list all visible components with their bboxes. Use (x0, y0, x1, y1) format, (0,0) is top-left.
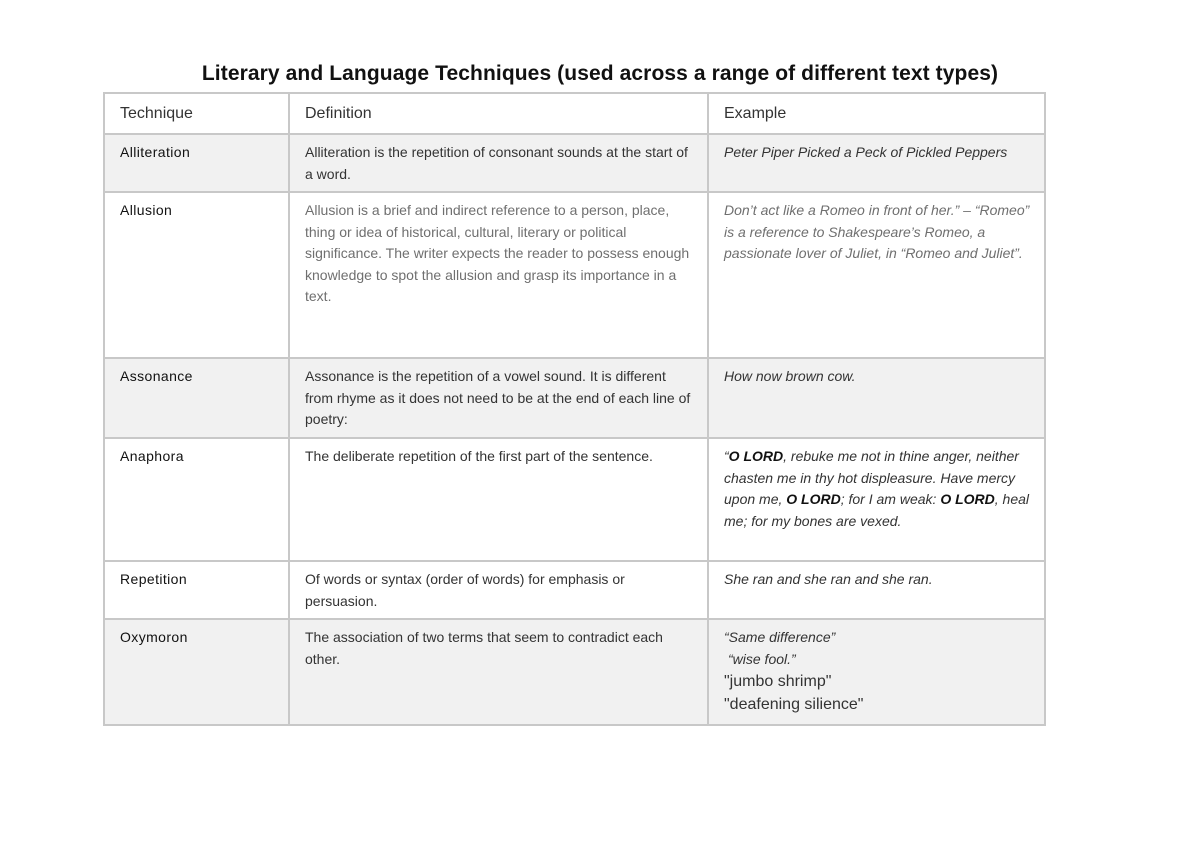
technique-cell: Anaphora (104, 438, 289, 561)
example-emphasis: O LORD (728, 448, 784, 464)
table-row-repetition (104, 561, 1045, 619)
table-row-alliteration (104, 134, 1045, 192)
example-emphasis: O LORD (786, 491, 841, 507)
example-cell: How now brown cow. (708, 358, 1045, 438)
example-emphasis: O LORD (940, 491, 995, 507)
technique-cell: Repetition (104, 561, 289, 619)
example-text: , rebuke me not in thine anger, neither chasten me in thy hot displeasure. Have mercy upon me, (724, 448, 1019, 507)
example-text: , heal me; for my bones are vexed. (724, 491, 1030, 529)
definition-cell: Assonance is the repetition of a vowel sound. It is different from rhyme as it does not need to be at the end of each line of poetry: (289, 358, 708, 438)
column-header-definition: Definition (289, 93, 708, 134)
example-text: ; for I am weak: (840, 491, 941, 507)
technique-cell: Oxymoron (104, 619, 289, 725)
definition-cell: The association of two terms that seem to contradict each other. (289, 619, 708, 725)
definition-cell: Allusion is a brief and indirect reference to a person, place, thing or idea of historical, cultural, literary or political significance. The writer expects the reader to possess enough knowledge to spot the allusion and grasp its importance in a text. (289, 192, 708, 358)
definition-cell: Of words or syntax (order of words) for emphasis or persuasion. (289, 561, 708, 619)
techniques-table (103, 92, 1046, 726)
technique-cell: Alliteration (104, 134, 289, 192)
table-header-row (104, 93, 1045, 134)
example-line: “wise fool.” (728, 650, 796, 667)
example-cell: She ran and she ran and she ran. (708, 561, 1045, 619)
table-row-anaphora (104, 438, 1045, 561)
example-cell (708, 438, 1045, 561)
definition-cell: Alliteration is the repetition of consonant sounds at the start of a word. (289, 134, 708, 192)
example-line: “Same difference” (724, 629, 836, 645)
example-open-quote: “ (724, 448, 729, 464)
column-header-example: Example (708, 93, 1045, 134)
example-line: "jumbo shrimp" (724, 673, 832, 690)
example-line: "deafening silience" (724, 696, 864, 713)
table-row-allusion (104, 192, 1045, 358)
page-title: Literary and Language Techniques (used across a range of different text types) (201, 62, 999, 85)
example-cell: Peter Piper Picked a Peck of Pickled Peppers (708, 134, 1045, 192)
column-header-technique: Technique (104, 93, 289, 134)
table-row-oxymoron (104, 619, 1045, 725)
table-row-assonance (104, 358, 1045, 438)
example-cell: Don’t act like a Romeo in front of her.” – “Romeo” is a reference to Shakespeare’s Romeo, a passionate lover of Juliet, in “Romeo and Juliet”. (708, 192, 1045, 358)
definition-cell: The deliberate repetition of the first part of the sentence. (289, 438, 708, 561)
technique-cell: Assonance (104, 358, 289, 438)
example-cell (708, 619, 1045, 725)
technique-cell: Allusion (104, 192, 289, 358)
